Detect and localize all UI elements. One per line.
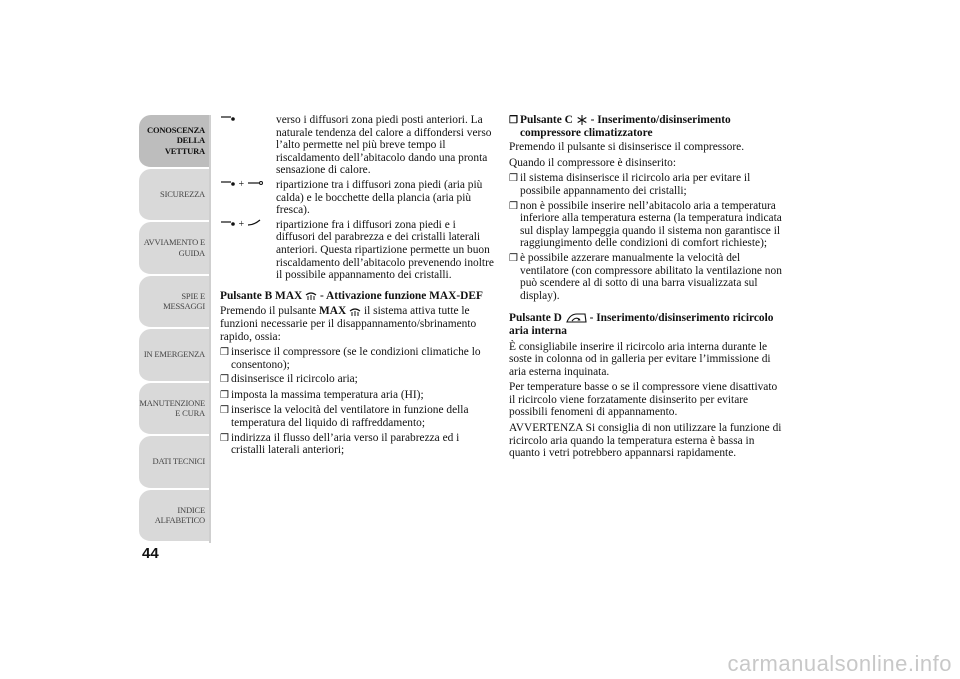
- tab-manutenzione-cura[interactable]: MANUTENZIONE E CURA: [139, 383, 209, 437]
- tab-dati-tecnici[interactable]: DATI TECNICI: [139, 436, 209, 490]
- snowflake-icon: [576, 115, 588, 125]
- checkbox-bullet-icon: ❒: [220, 432, 229, 444]
- list-item: ❒ è possibile azzerare manualmente la velocità del ventilatore (con compressore abilitato la ventilazione non può scendere al di sotto di una barra visualizzata sul display).: [509, 251, 782, 302]
- checkbox-bullet-icon: ❒: [220, 405, 229, 417]
- compressor-paragraph-2: Quando il compressore è disinserito:: [509, 156, 677, 169]
- feet-dash-airflow-icon: [220, 179, 276, 217]
- compressor-paragraph-1: Premendo il pulsante si disinserisce il compressore.: [509, 141, 745, 154]
- plus-sign: +: [238, 178, 245, 190]
- checkbox-bullet-icon: ❒: [509, 200, 518, 212]
- warning-paragraph: AVVERTENZA Si consiglia di non utilizzare la funzione di ricircolo aria quando la temperatura esterna è bassa in quanto i vetri potrebbero appannarsi rapidamente.: [509, 422, 782, 460]
- tab-avviamento-guida[interactable]: AVVIAMENTO E GUIDA: [139, 222, 209, 276]
- left-column: [220, 114, 495, 459]
- tab-in-emergenza[interactable]: IN EMERGENZA: [139, 329, 209, 383]
- checkbox-bullet-icon: ❒: [220, 374, 229, 386]
- list-item: ❒ non è possibile inserire nell’abitacolo aria a temperatura inferiore alla temperatura esterna (la temperatura indicata sul display lampeggia quando il sistema non garantisce il raggiungimento delle condizioni di comfort richieste);: [509, 199, 782, 250]
- sidebar-divider: [209, 115, 211, 543]
- list-item: ❒ disinserisce il ricircolo aria;: [220, 373, 358, 386]
- recirculation-paragraph-1: È consigliabile inserire il ricircolo aria interna durante le soste in colonna od in galleria per evitare l’immissione di aria esterna inquinata.: [509, 340, 771, 378]
- tab-conoscenza-vettura[interactable]: CONOSCENZA DELLA VETTURA: [139, 115, 209, 169]
- max-def-icon: [305, 291, 317, 301]
- airflow-mode-feet-windshield-text: ripartizione fra i diffusori zona piedi e i diffusori del parabrezza e dei cristalli laterali anteriori. Questa ripartizione permette un buon riscaldamento dell’abitacolo prevenendo inoltre il possibile appannamento dei cristalli.: [276, 218, 494, 282]
- airflow-mode-feet-text: verso i diffusori zona piedi posti anteriori. La naturale tendenza del calore a diffondersi verso l’alto permette nel più breve tempo il riscaldamento dell’abitacolo dando una pronta sensazione di calore.: [276, 114, 492, 177]
- max-def-icon: [349, 307, 361, 317]
- feet-windshield-airflow-icon: [220, 219, 276, 282]
- tab-indice-alfabetico[interactable]: INDICE ALFABETICO: [139, 490, 209, 544]
- recirculation-paragraph-2: Per temperature basse o se il compressore viene disattivato il ricircolo viene forzatamente disinserito per evitare possibili fenomeni di appannamento.: [509, 381, 778, 419]
- checkbox-bullet-icon: ❒: [509, 173, 518, 185]
- page-number: 44: [142, 545, 159, 562]
- list-item: ❒ imposta la massima temperatura aria (HI);: [220, 388, 424, 401]
- checkbox-bullet-icon: ❒: [220, 347, 229, 359]
- airflow-mode-feet-dash: [220, 179, 495, 217]
- airflow-mode-feet-windshield: [220, 219, 495, 282]
- right-column: [509, 114, 784, 463]
- checkbox-bullet-icon: ❒: [509, 115, 518, 126]
- checkbox-bullet-icon: ❒: [220, 389, 229, 401]
- compressor-heading: ❒ Pulsante C - Inserimento/disinserimento compressore climatizzatore: [509, 114, 731, 139]
- tab-spie-messaggi[interactable]: SPIE E MESSAGGI: [139, 276, 209, 330]
- plus-sign: +: [238, 218, 245, 230]
- recirculation-icon: [565, 313, 587, 325]
- list-item: ❒ indirizza il flusso dell’aria verso il parabrezza ed i cristalli laterali anteriori;: [220, 431, 460, 457]
- tab-sicurezza[interactable]: SICUREZZA: [139, 169, 209, 223]
- max-def-intro: Premendo il pulsante MAX il sistema attiva tutte le funzioni necessarie per il disappannamento/sbrinamento rapido, ossia:: [220, 305, 477, 343]
- watermark: carmanualsonline.info: [727, 651, 952, 676]
- airflow-mode-feet: [220, 114, 495, 177]
- recirculation-heading: Pulsante D - Inserimento/disinserimento ricircolo aria interna: [509, 312, 774, 337]
- list-item: ❒ inserisce il compressore (se le condizioni climatiche lo consentono);: [220, 346, 481, 371]
- list-item: ❒ inserisce la velocità del ventilatore in funzione della temperatura del liquido di raffreddamento;: [220, 404, 469, 430]
- feet-airflow-icon: [220, 114, 276, 177]
- list-item: ❒ il sistema disinserisce il ricircolo aria per evitare il possibile appannamento dei cristalli;: [509, 172, 751, 197]
- checkbox-bullet-icon: ❒: [509, 252, 518, 264]
- max-def-heading: Pulsante B MAX - Attivazione funzione MAX-DEF: [220, 289, 483, 302]
- chapter-sidebar: [139, 115, 209, 543]
- airflow-mode-feet-dash-text: ripartizione tra i diffusori zona piedi (aria più calda) e le bocchette della plancia (aria più fresca).: [276, 178, 483, 217]
